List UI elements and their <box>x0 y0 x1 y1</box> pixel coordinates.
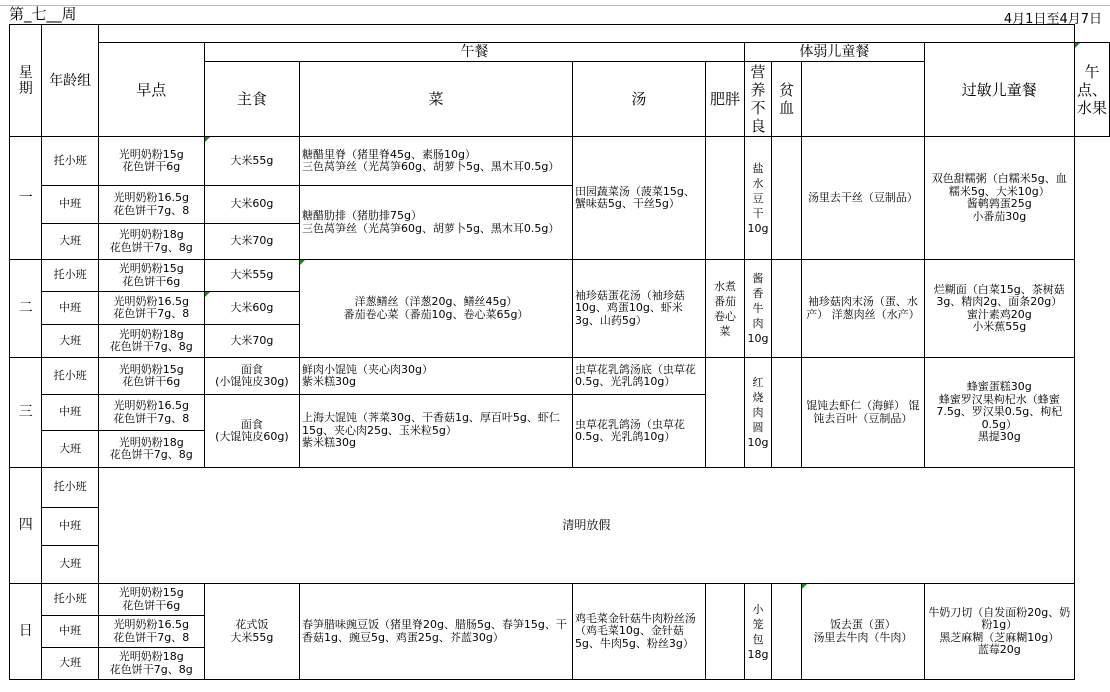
age-group-cell: 托小班 <box>42 358 98 395</box>
allergy-cell: 饭去蛋（蛋） 汤里去牛肉（牛肉） <box>802 584 924 680</box>
holiday-cell: 清明放假 <box>98 468 1074 584</box>
age-group-cell: 大班 <box>42 546 98 584</box>
malnutrition-cell: 酱 香 牛 肉 10g <box>745 260 772 358</box>
day-monday: 一 <box>10 137 42 260</box>
staple-cell: 面食 (小馄饨皮30g) <box>204 358 299 395</box>
col-dish: 菜 <box>299 62 572 137</box>
breakfast-cell: 光明奶粉15g 花色饼干6g <box>98 137 204 186</box>
dish-cell: 洋葱鳝丝（洋葱20g、鳝丝45g） 番茄卷心菜（番茄10g、卷心菜65g） <box>299 260 572 358</box>
staple-cell: 花式饭 大米55g <box>204 584 299 680</box>
header-blank <box>98 25 1074 43</box>
obese-cell <box>705 358 744 468</box>
soup-cell: 田园蔬菜汤（菠菜15g、蟹味菇5g、干丝5g） <box>572 137 705 260</box>
day-tuesday: 二 <box>10 260 42 358</box>
dish-cell: 糖醋肋排（猪肋排75g） 三色莴笋丝（光莴笋60g、胡萝卜5g、黑木耳0.5g） <box>299 186 572 260</box>
age-group-cell: 中班 <box>42 616 98 648</box>
col-lunch: 午餐 <box>204 43 744 62</box>
breakfast-cell: 光明奶粉18g 花色饼干7g、8g <box>98 431 204 468</box>
anemia-cell <box>771 584 801 680</box>
age-group-cell: 中班 <box>42 186 98 224</box>
dish-cell: 糖醋里脊（猪里脊45g、素肠10g） 三色莴笋丝（光莴笋60g、胡萝卜5g、黑木耳0.5g） <box>299 137 572 186</box>
staple-cell: 大米60g <box>204 186 299 224</box>
day-wednesday: 三 <box>10 358 42 468</box>
soup-cell: 袖珍菇蛋花汤（袖珍菇10g、鸡蛋10g、虾米3g、山药5g） <box>572 260 705 358</box>
top-gridline <box>0 0 1110 6</box>
weekly-menu-table <box>9 24 1110 680</box>
breakfast-cell: 光明奶粉15g 花色饼干6g <box>98 358 204 395</box>
col-obese: 肥胖 <box>705 62 744 137</box>
breakfast-cell: 光明奶粉16.5g 花色饼干7g、8 <box>98 395 204 431</box>
anemia-cell <box>771 358 801 468</box>
breakfast-cell: 光明奶粉15g 花色饼干6g <box>98 584 204 616</box>
snack-cell: 双色甜糯粥（白糯米5g、血糯米5g、大米10g） 酱鹌鹑蛋25g 小番茄30g <box>924 137 1074 260</box>
col-age-group: 年龄组 <box>42 25 98 137</box>
day-sunday: 日 <box>10 584 42 680</box>
dish-cell: 春笋腊味豌豆饭（猪里脊20g、腊肠5g、春笋15g、干香菇1g、豌豆5g、鸡蛋25g、芥蓝30g） <box>299 584 572 680</box>
malnutrition-cell: 小 笼 包 18g <box>745 584 772 680</box>
obese-cell <box>705 137 744 260</box>
age-group-cell: 托小班 <box>42 137 98 186</box>
snack-cell: 烂糊面（白菜15g、茶树菇3g、精肉2g、面条20g） 蜜汁素鸡20g 小米蕉55g <box>924 260 1074 358</box>
allergy-cell: 汤里去干丝（豆制品） <box>802 137 924 260</box>
soup-cell: 虫草花乳鸽汤底（虫草花0.5g、光乳鸽10g） <box>572 358 705 395</box>
col-breakfast: 早点 <box>98 43 204 137</box>
breakfast-cell: 光明奶粉18g 花色饼干7g、8g <box>98 224 204 260</box>
breakfast-cell: 光明奶粉16.5g 花色饼干7g、8 <box>98 616 204 648</box>
age-group-cell: 大班 <box>42 648 98 680</box>
obese-cell: 水煮 番茄 卷心 菜 <box>705 260 744 358</box>
col-snack-fruit: 午点、水果 <box>1075 43 1110 137</box>
age-group-cell: 大班 <box>42 325 98 358</box>
staple-cell: 大米60g <box>204 292 299 325</box>
day-thursday: 四 <box>10 468 42 584</box>
breakfast-cell: 光明奶粉18g 花色饼干7g、8g <box>98 648 204 680</box>
soup-cell: 虫草花乳鸽汤（虫草花0.5g、光乳鸽10g） <box>572 395 705 468</box>
malnutrition-cell: 盐 水 豆 干 10g <box>745 137 772 260</box>
anemia-cell <box>771 260 801 358</box>
breakfast-cell: 光明奶粉15g 花色饼干6g <box>98 260 204 292</box>
breakfast-cell: 光明奶粉16.5g 花色饼干7g、8 <box>98 292 204 325</box>
col-weekday: 星期 <box>10 25 42 137</box>
staple-cell: 面食 (大馄饨皮60g) <box>204 395 299 468</box>
staple-cell: 大米55g <box>204 260 299 292</box>
week-label: 第_七__周 <box>9 5 77 23</box>
age-group-cell: 托小班 <box>42 584 98 616</box>
staple-cell: 大米55g <box>204 137 299 186</box>
age-group-cell: 大班 <box>42 431 98 468</box>
obese-cell <box>705 584 744 680</box>
staple-cell: 大米70g <box>204 224 299 260</box>
malnutrition-cell: 红 烧 肉 圆 10g <box>745 358 772 468</box>
age-group-cell: 中班 <box>42 508 98 546</box>
allergy-cell: 馄饨去虾仁（海鲜） 馄饨去百叶（豆制品） <box>802 358 924 468</box>
age-group-cell: 托小班 <box>42 260 98 292</box>
age-group-cell: 中班 <box>42 395 98 431</box>
breakfast-cell: 光明奶粉18g 花色饼干7g、8g <box>98 325 204 358</box>
col-soup: 汤 <box>572 62 705 137</box>
col-anemia: 贫血 <box>771 62 801 137</box>
dish-cell: 上海大馄饨（荠菜30g、干香菇1g、厚百叶5g、虾仁15g、夹心肉25g、玉米粒5g） 紫米糕30g <box>299 395 572 468</box>
staple-cell: 大米70g <box>204 325 299 358</box>
snack-cell: 蜂蜜蛋糕30g 蜂蜜罗汉果枸杞水（蜂蜜7.5g、罗汉果0.5g、枸杞0.5g） 黑提30g <box>924 358 1074 468</box>
col-weak-children: 体弱儿童餐 <box>745 43 925 62</box>
anemia-cell <box>771 137 801 260</box>
breakfast-cell: 光明奶粉16.5g 花色饼干7g、8 <box>98 186 204 224</box>
age-group-cell: 托小班 <box>42 468 98 508</box>
age-group-cell: 大班 <box>42 224 98 260</box>
date-range: 4月1日至4月7日 <box>1003 12 1102 27</box>
age-group-cell: 中班 <box>42 292 98 325</box>
col-staple: 主食 <box>204 62 299 137</box>
col-allergy-meal: 过敏儿童餐 <box>924 43 1074 137</box>
allergy-cell: 袖珍菇肉末汤（蛋、水产） 洋葱肉丝（水产） <box>802 260 924 358</box>
dish-cell: 鲜肉小馄饨（夹心肉30g） 紫米糕30g <box>299 358 572 395</box>
snack-cell: 牛奶刀切（自发面粉20g、奶粉1g） 黑芝麻糊（芝麻糊10g） 蓝莓20g <box>924 584 1074 680</box>
col-malnutrition: 营养不良 <box>745 62 772 137</box>
soup-cell: 鸡毛菜金针菇牛肉粉丝汤（鸡毛菜10g、金针菇5g、牛肉5g、粉丝3g） <box>572 584 705 680</box>
